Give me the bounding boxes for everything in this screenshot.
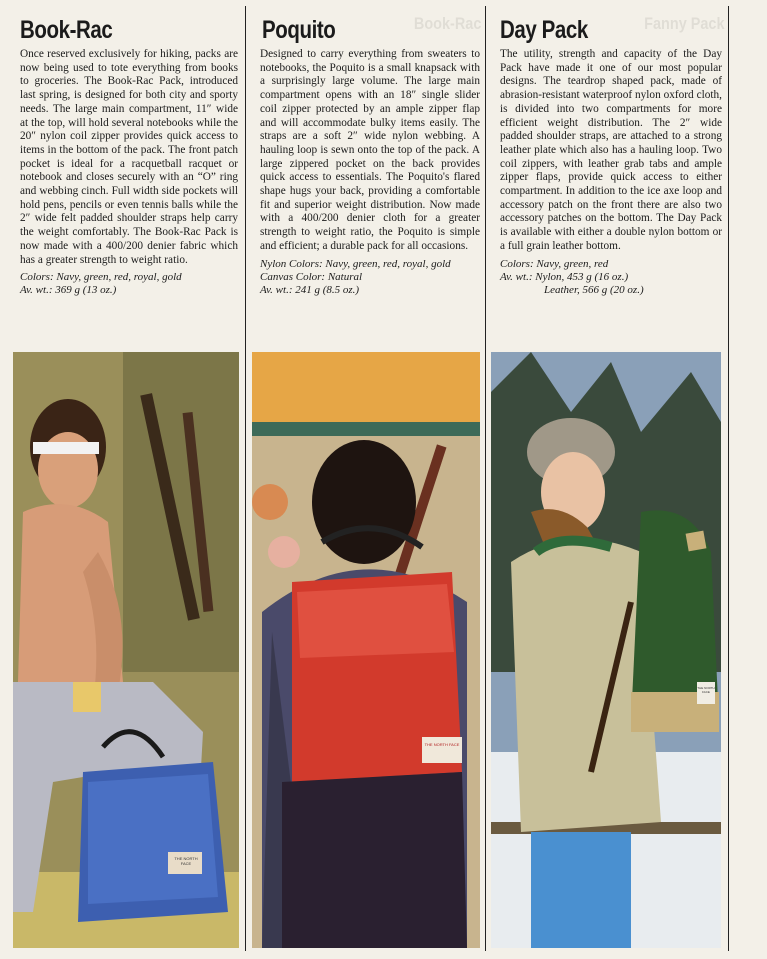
column-poquito bbox=[246, 6, 486, 951]
spec-colors: Colors: Navy, green, red, royal, gold bbox=[20, 271, 182, 284]
product-specs bbox=[260, 258, 480, 297]
photo-book-rac-man bbox=[13, 352, 239, 948]
photo-poquito-woman bbox=[252, 352, 480, 948]
description-text: Designed to carry everything from sweaters to notebooks, the Poquito is a small knapsack with a surprisingly large volume. The large main compartment opens with an 18″ single slider coil zipper protected by an ample zipper flap and will accommodate bulky items easily. The straps are a soft 2″ wide nylon webbing. A hauling loop is sewn onto the top of the pack. A large zippered pocket on the back provides quick access to essentials. The Poquito's flared shape hugs your back, providing a comfortable fit and superior weight distribution. Now made with a 400/200 denier cloth for a greater strength to weight ratio, the Poquito is simple and efficient; a durable pack for all occasions. bbox=[260, 48, 480, 252]
spec-colors: Colors: Navy, green, red bbox=[500, 257, 609, 270]
bag-label: THE NORTH FACE bbox=[174, 856, 198, 866]
product-specs bbox=[500, 258, 722, 297]
ghost-heading: Book-Rac bbox=[413, 14, 481, 33]
spec-nylon-colors: Nylon Colors: Navy, green, red, royal, gold bbox=[260, 257, 451, 270]
product-title-book-rac: Book-Rac bbox=[20, 16, 113, 44]
product-title-day-pack: Day Pack bbox=[500, 16, 588, 44]
product-specs bbox=[20, 271, 238, 297]
product-title-poquito: Poquito bbox=[262, 16, 336, 44]
description-text: Once reserved exclusively for hiking, packs are now being used to tote everything from books to groceries. The Book-Rac Pack, introduced last spring, is designed for both city and sporty needs. The large main compartment, 11″ wide at the top, will hold several notebooks while the 20″ nylon coil zipper provides quick access to items in the bottom of the pack. The front patch pocket is ideal for a racquetball racquet or notebook and closes securely with an “O” ring and webbing cinch. Full width side pockets will hold pens, pencils or even tennis balls while the 2″ wide felt padded shoulder straps help carry the weight comfortably. The Book-Rac Pack is now made with a 400/200 denier fabric which has a greater strength to weight ratio. bbox=[20, 48, 238, 266]
bag-label: THE NORTH FACE bbox=[697, 686, 715, 694]
spec-weight-nylon: Av. wt.: Nylon, 453 g (16 oz.) bbox=[500, 270, 629, 283]
column-book-rac bbox=[8, 6, 246, 951]
spec-weight-leather: Leather, 566 g (20 oz.) bbox=[544, 283, 644, 296]
spec-weight: Av. wt.: 241 g (8.5 oz.) bbox=[260, 283, 360, 296]
spec-canvas-color: Canvas Color: Natural bbox=[260, 270, 363, 283]
ghost-heading: Fanny Pack bbox=[643, 14, 724, 33]
product-description-poquito bbox=[260, 48, 480, 297]
bag-label: THE NORTH FACE bbox=[424, 742, 460, 747]
column-day-pack bbox=[486, 6, 729, 951]
product-description-day-pack bbox=[500, 48, 722, 297]
photo-day-pack-woman bbox=[491, 352, 721, 948]
spec-weight: Av. wt.: 369 g (13 oz.) bbox=[20, 284, 117, 297]
description-text: The utility, strength and capacity of the Day Pack have made it one of our most popular designs. The teardrop shaped pack, made of abrasion-resistant waterproof nylon oxford cloth, is divided into two compartments for more efficient weight distribution. The 2″ wide padded shoulder straps, are attached to a strong leather plate which also has a hauling loop. Two coil zippers, with leather grab tabs and ample zipper flaps, provide quick access to either compartment. In addition to the ice axe loop and accessory patch on the front there are also two accessory patches on the bottom. The Day Pack is available with either a double nylon bottom or a full grain leather bottom. bbox=[500, 48, 722, 252]
product-description-book-rac bbox=[20, 48, 238, 297]
